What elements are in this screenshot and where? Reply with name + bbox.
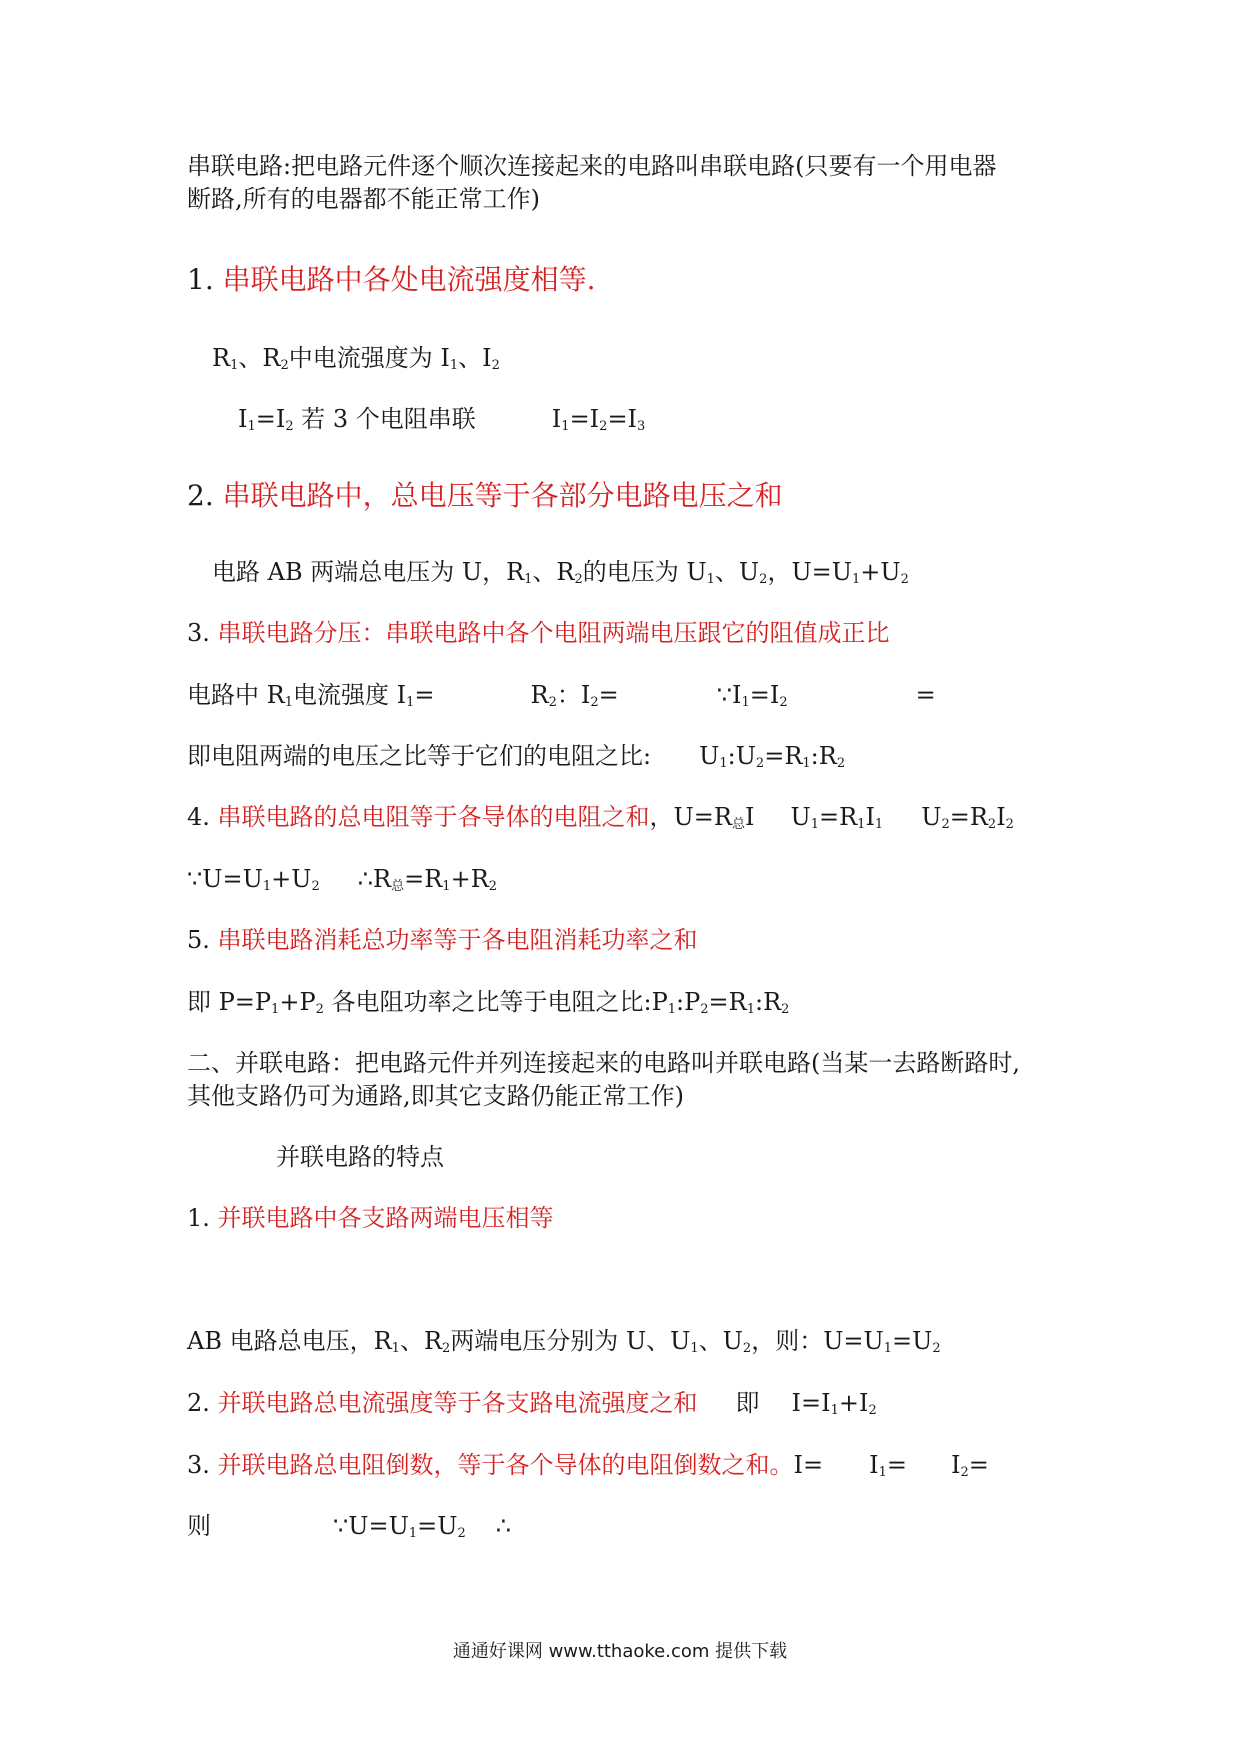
series-point-2 [187,478,783,514]
parallel-point-1 [187,1202,554,1234]
point-number: 3. [187,619,210,647]
series-current-equation: $I_1=I_2$ 若 3 个电阻串联 $I_1=I_2=I_3$ [238,405,646,434]
point-text: 并联电路总电阻倒数，等于各个导体的电阻倒数之和。 [217,1451,794,1479]
point-text: 并联电路中各支路两端电压相等 [217,1204,554,1232]
parallel-point-3: 3. 并联电路总电阻倒数，等于各个导体的电阻倒数之和。$I= I_1= I_2=$ [187,1451,989,1480]
point-text: 串联电路消耗总功率等于各电阻消耗功率之和 [217,926,698,954]
series-current-line: $R_1$、$R_2$中电流强度为 $I_1$、$I_2$ [212,344,500,373]
point-number: 1. [187,1204,210,1232]
series-point-4: 4. 串联电路的总电阻等于各导体的电阻之和，$U=R_总I$ $U_1=R_1I_1$ $U_2=R_2I_2$ [187,803,1014,832]
series-point-5 [187,924,698,956]
series-point-1 [187,262,596,298]
series-resistance-sum: $\because U=U_1+U_2$ $\therefore R_总=R_1+R_2$ [187,865,498,894]
intro-line-1: 串联电路:把电路元件逐个顺次连接起来的电路叫串联电路(只要有一个用电器 [187,152,997,180]
point-text: 串联电路中各处电流强度相等. [222,263,596,296]
parallel-heading: 并联电路的特点 [276,1143,444,1171]
point-text: 串联电路的总电阻等于各导体的电阻之和 [217,803,650,831]
point-number: 3. [187,1451,210,1479]
series-power-line: 即 $P=P_1+P_2$ 各电阻功率之比等于电阻之比$:P_1:P_2=R_1:R_2$ [187,988,790,1017]
point-number: 2. [187,1389,210,1417]
parallel-point-2: 2. 并联电路总电流强度等于各支路电流强度之和 即 $I=I_1+I_2$ [187,1389,877,1418]
series-voltage-line: 电路 AB 两端总电压为 U，$R_1$、$R_2$的电压为 $U_1$、$U_2$，$U=U_1+U_2$ [212,558,909,587]
point-number: 4. [187,803,210,831]
point-number: 1. [187,263,214,296]
parallel-resistance-line: 则 $\because U=U_1=U_2$ ∴ [187,1512,512,1541]
parallel-intro-line-2: 其他支路仍可为通路,即其它支路仍能正常工作) [187,1082,684,1110]
parallel-intro-line-1: 二、并联电路：把电路元件并列连接起来的电路叫并联电路(当某一去路断路时, [187,1049,1020,1077]
point-number: 5. [187,926,210,954]
point-text: 串联电路中，总电压等于各部分电路电压之和 [222,479,783,512]
point-text: 串联电路分压：串联电路中各个电阻两端电压跟它的阻值成正比 [217,619,890,647]
point-text: 并联电路总电流强度等于各支路电流强度之和 [217,1389,698,1417]
point-number: 2. [187,479,214,512]
page-footer: 通通好课网 www.tthaoke.com 提供下载 [452,1641,788,1662]
series-point-3 [187,617,890,649]
series-divider-line: 电路中 $R_1$电流强度 $I_1= R_2$：$I_2=$ $\because I_1=I_2$ = [187,681,936,710]
parallel-voltage-line: AB 电路总电压，$R_1$、$R_2$两端电压分别为 U、$U_1$、$U_2$，则：$U=U_1=U_2$ [187,1327,941,1356]
intro-line-2: 断路,所有的电器都不能正常工作) [187,185,540,213]
series-ratio-line: 即电阻两端的电压之比等于它们的电阻之比: $U_1:U_2=R_1:R_2$ [187,742,846,771]
